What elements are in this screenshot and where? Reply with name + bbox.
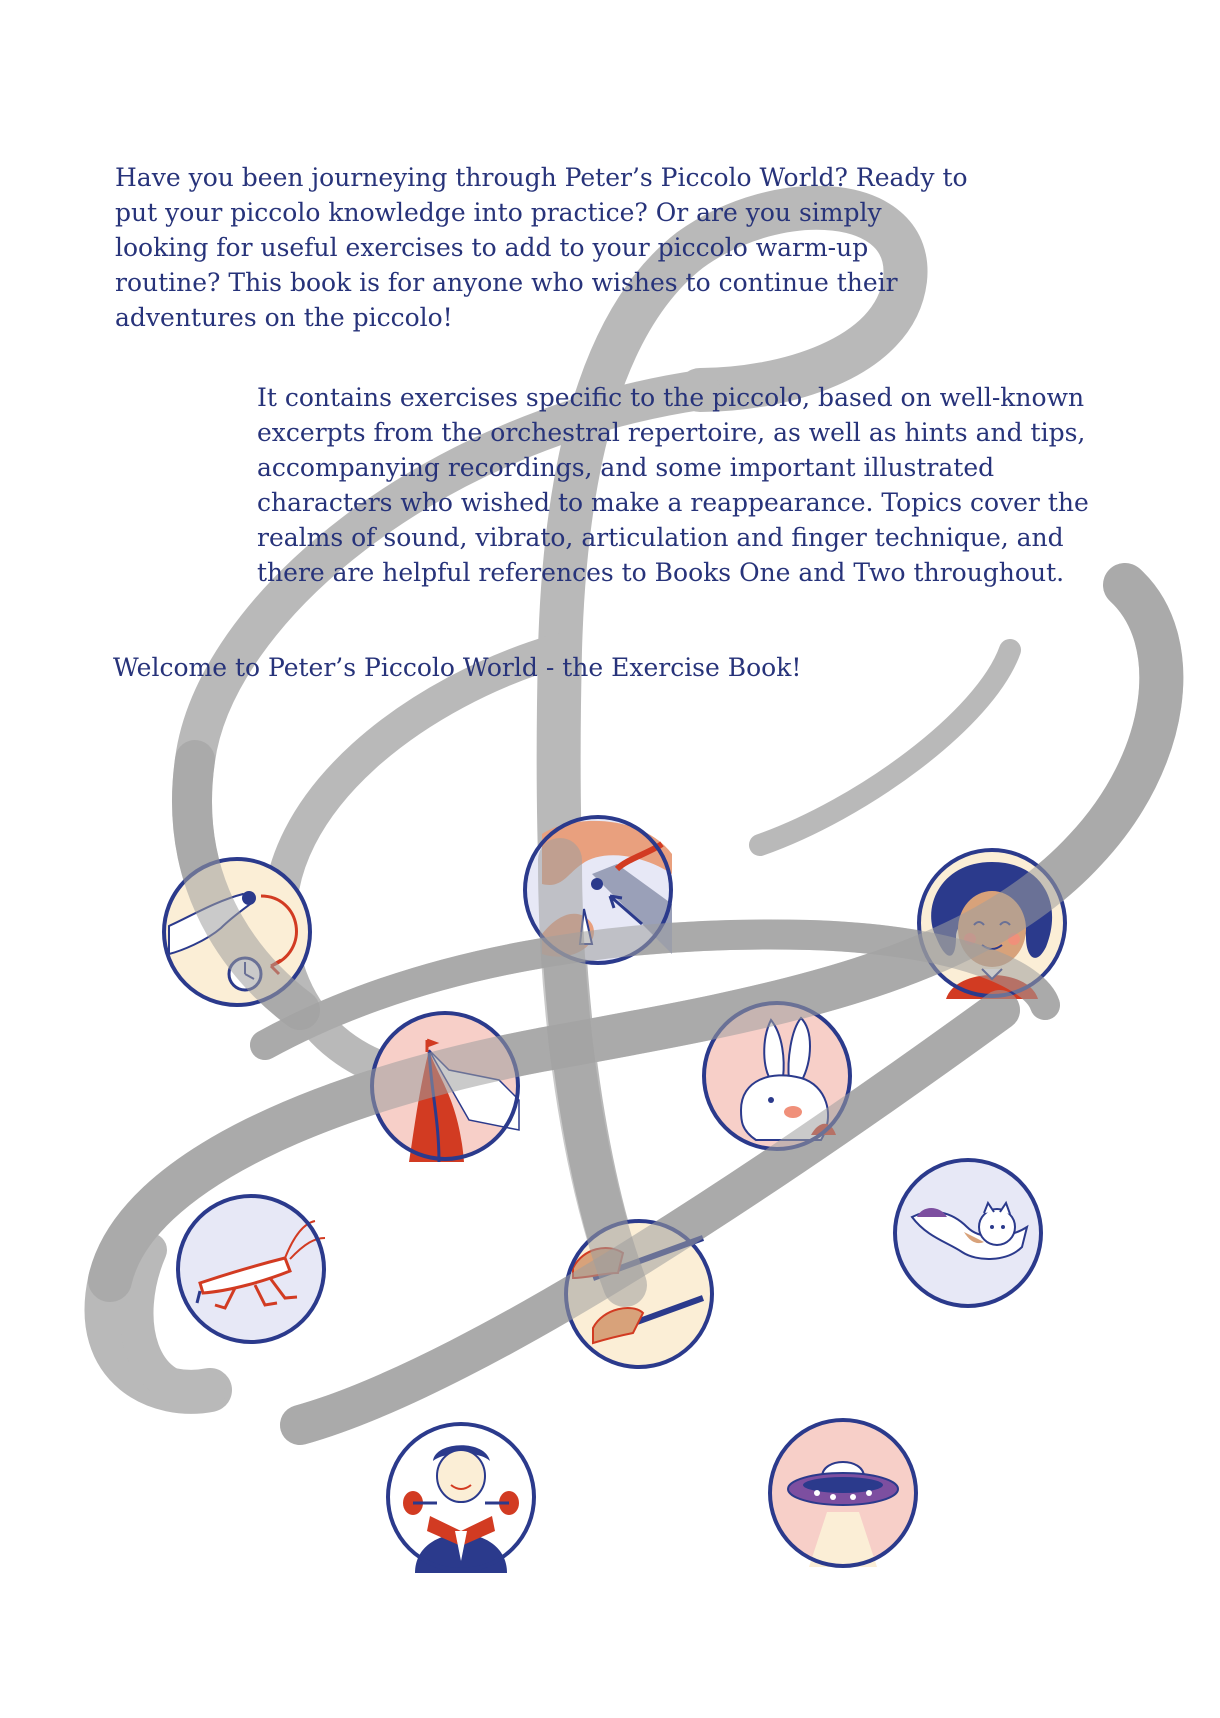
flying-saucer-icon (767, 1417, 919, 1569)
intro-paragraph-1: Have you been journeying through Peter’s Piccolo World? Ready to put your piccolo knowledge into practice? Or are you simply looking for useful exercises to add to your piccolo warm-up routine? This book is for anyone who wishes to continue their adventures on the piccolo! (115, 163, 968, 332)
rabbit-icon (701, 1000, 853, 1152)
vampire-weights-icon (385, 1421, 537, 1573)
embouchure-diagram-icon (522, 814, 674, 966)
intro-paragraph-2: It contains exercises specific to the piccolo, based on well-known excerpts from the orchestral repertoire, as well as hints and tips, accompanying recordings, and some important illustrated characters who wished to make a reappearance. Topics cover the realms of sound, vibrato, articulation and finger technique, and there are helpful references to Books One and Two throughout. (257, 383, 1089, 587)
curly-hair-girl-icon (916, 847, 1068, 999)
flying-cat-icon (892, 1157, 1044, 1309)
hand-metronome-icon (161, 856, 313, 1008)
mountain-peak-icon (369, 1010, 521, 1162)
grasshopper-icon (175, 1193, 327, 1345)
hands-holding-piccolo-icon (563, 1218, 715, 1370)
welcome-line: Welcome to Peter’s Piccolo World - the Exercise Book! (113, 653, 802, 682)
